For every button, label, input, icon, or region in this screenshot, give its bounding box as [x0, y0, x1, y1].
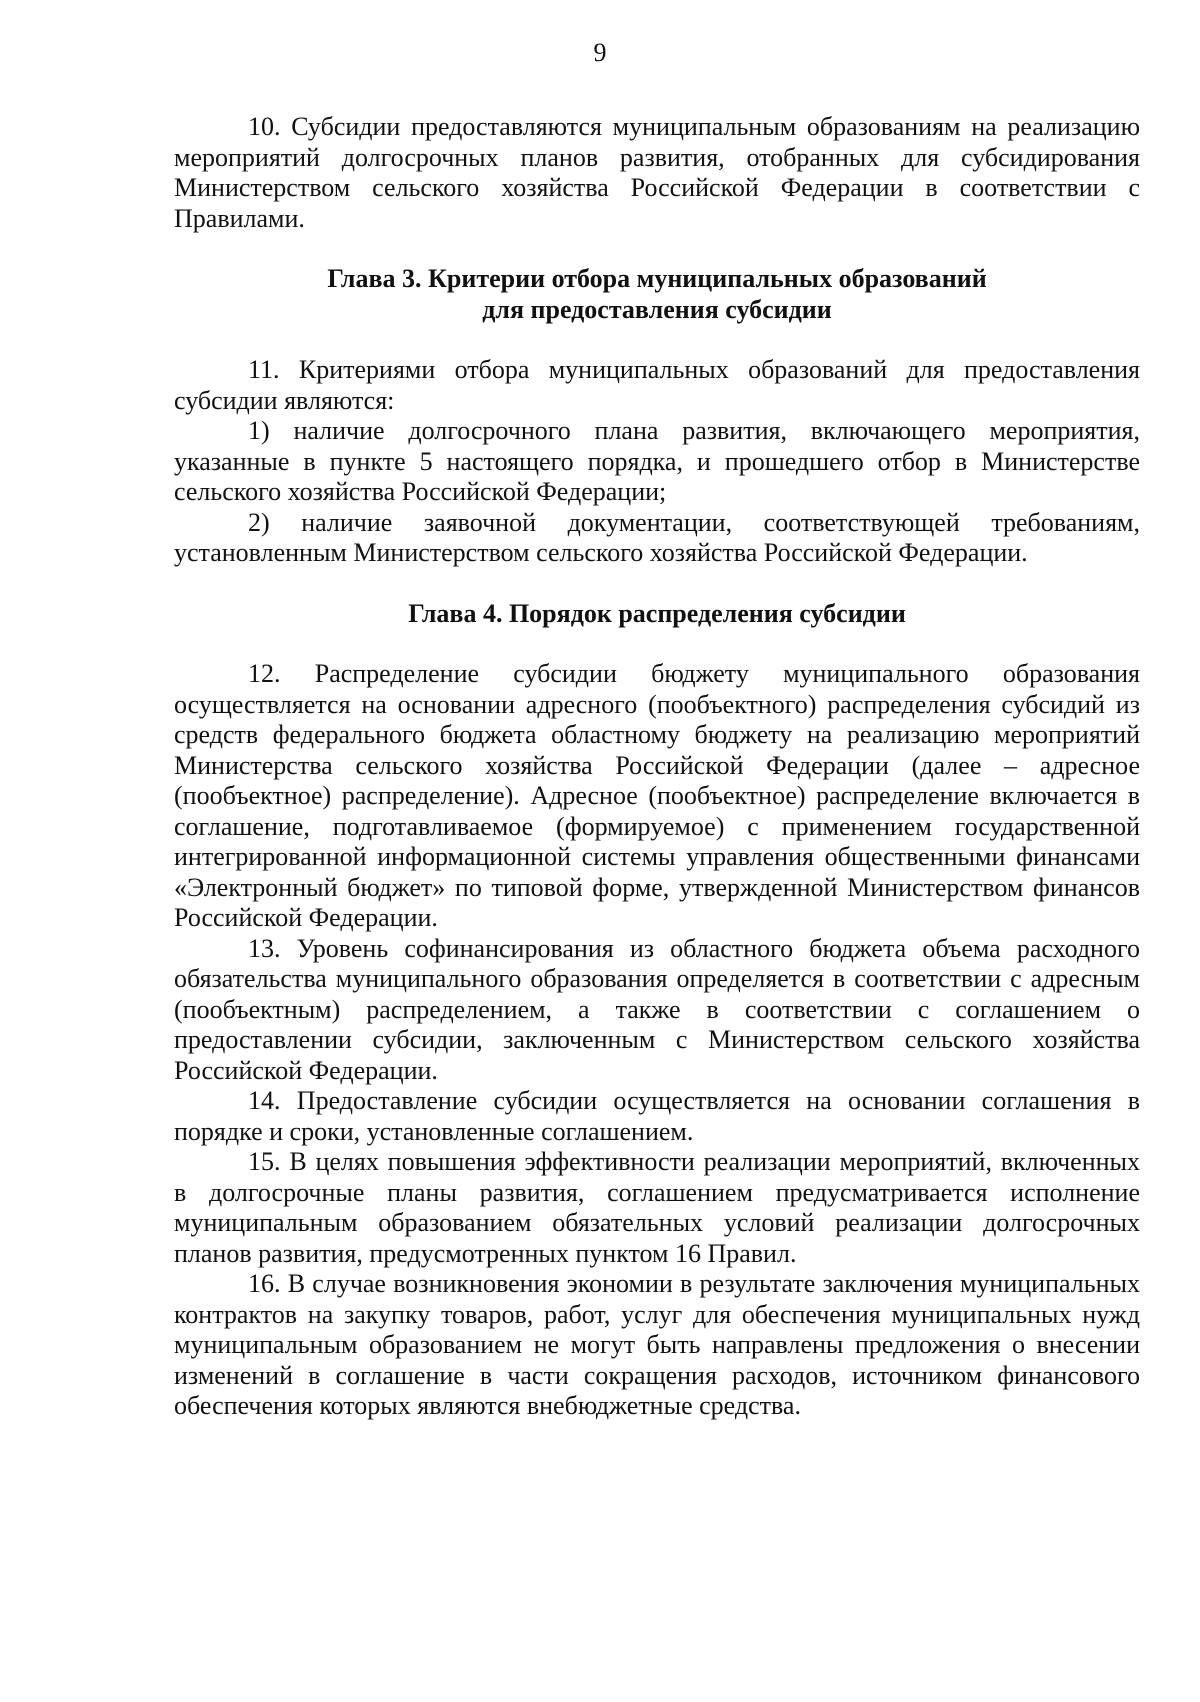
paragraph-10: 10. Субсидии предоставляются муниципальным образованиям на реализацию мероприятий долгосрочных планов развития, отобранных для субсидирования Министерством сельского хозяйства Российской Федерации в соответствии с Правилами. [174, 112, 1140, 233]
paragraph-13: 13. Уровень софинансирования из областного бюджета объема расходного обязательства муниципального образования определяется в соответствии с адресным (пообъектным) распределением, а также в соответствии с соглашением о предоставлении субсидии, заключенным с Министерством сельского хозяйства Российской Федерации. [174, 933, 1140, 1085]
paragraph-11-item-1: 1) наличие долгосрочного плана развития, включающего мероприятия, указанные в пункте 5 настоящего порядка, и прошедшего отбор в Министерстве сельского хозяйства Российской Федерации; [174, 416, 1140, 506]
chapter-4-heading [174, 599, 1140, 630]
paragraph-11-item-2: 2) наличие заявочной документации, соответствующей требованиям, установленным Министерством сельского хозяйства Российской Федерации. [174, 507, 1140, 567]
paragraph-14: 14. Предоставление субсидии осуществляется на основании соглашения в порядке и сроки, установленные соглашением. [174, 1086, 1140, 1146]
paragraph-16: 16. В случае возникновения экономии в результате заключения муниципальных контрактов на закупку товаров, работ, услуг для обеспечения муниципальных нужд муниципальным образованием не могут быть направлены предложения о внесении изменений в соглашение в части сокращения расходов, источником финансового обеспечения которых являются внебюджетные средства. [174, 1269, 1140, 1420]
paragraph-11: 11. Критериями отбора муниципальных образований для предоставления субсидии являются: [174, 355, 1140, 415]
paragraph-15: 15. В целях повышения эффективности реализации мероприятий, включенных в долгосрочные планы развития, соглашением предусматривается исполнение муниципальным образованием обязательных условий реализации долгосрочных планов развития, предусмотренных пунктом 16 Правил. [174, 1147, 1140, 1268]
page-number: 9 [593, 38, 607, 67]
chapter-4-heading-line-1: Глава 4. Порядок распределения субсидии [408, 598, 906, 628]
chapter-3-heading-line-1: Глава 3. Критерии отбора муниципальных образований [327, 264, 987, 293]
chapter-3-heading-line-2: для предоставления субсидии [482, 294, 832, 324]
document-body [174, 112, 1140, 1422]
chapter-3-heading [174, 264, 1140, 325]
paragraph-12: 12. Распределение субсидии бюджету муниципального образования осуществляется на основании адресного (пообъектного) распределения субсидий из средств федерального бюджета областному бюджету на реализацию мероприятий Министерства сельского хозяйства Российской Федерации (далее – адресное (пообъектное) распределение). Адресное (пообъектное) распределение включается в соглашение, подготавливаемое (формируемое) с применением государственной интегрированной информационной системы управления общественными финансами «Электронный бюджет» по типовой форме, утвержденной Министерством финансов Российской Федерации. [174, 659, 1140, 932]
